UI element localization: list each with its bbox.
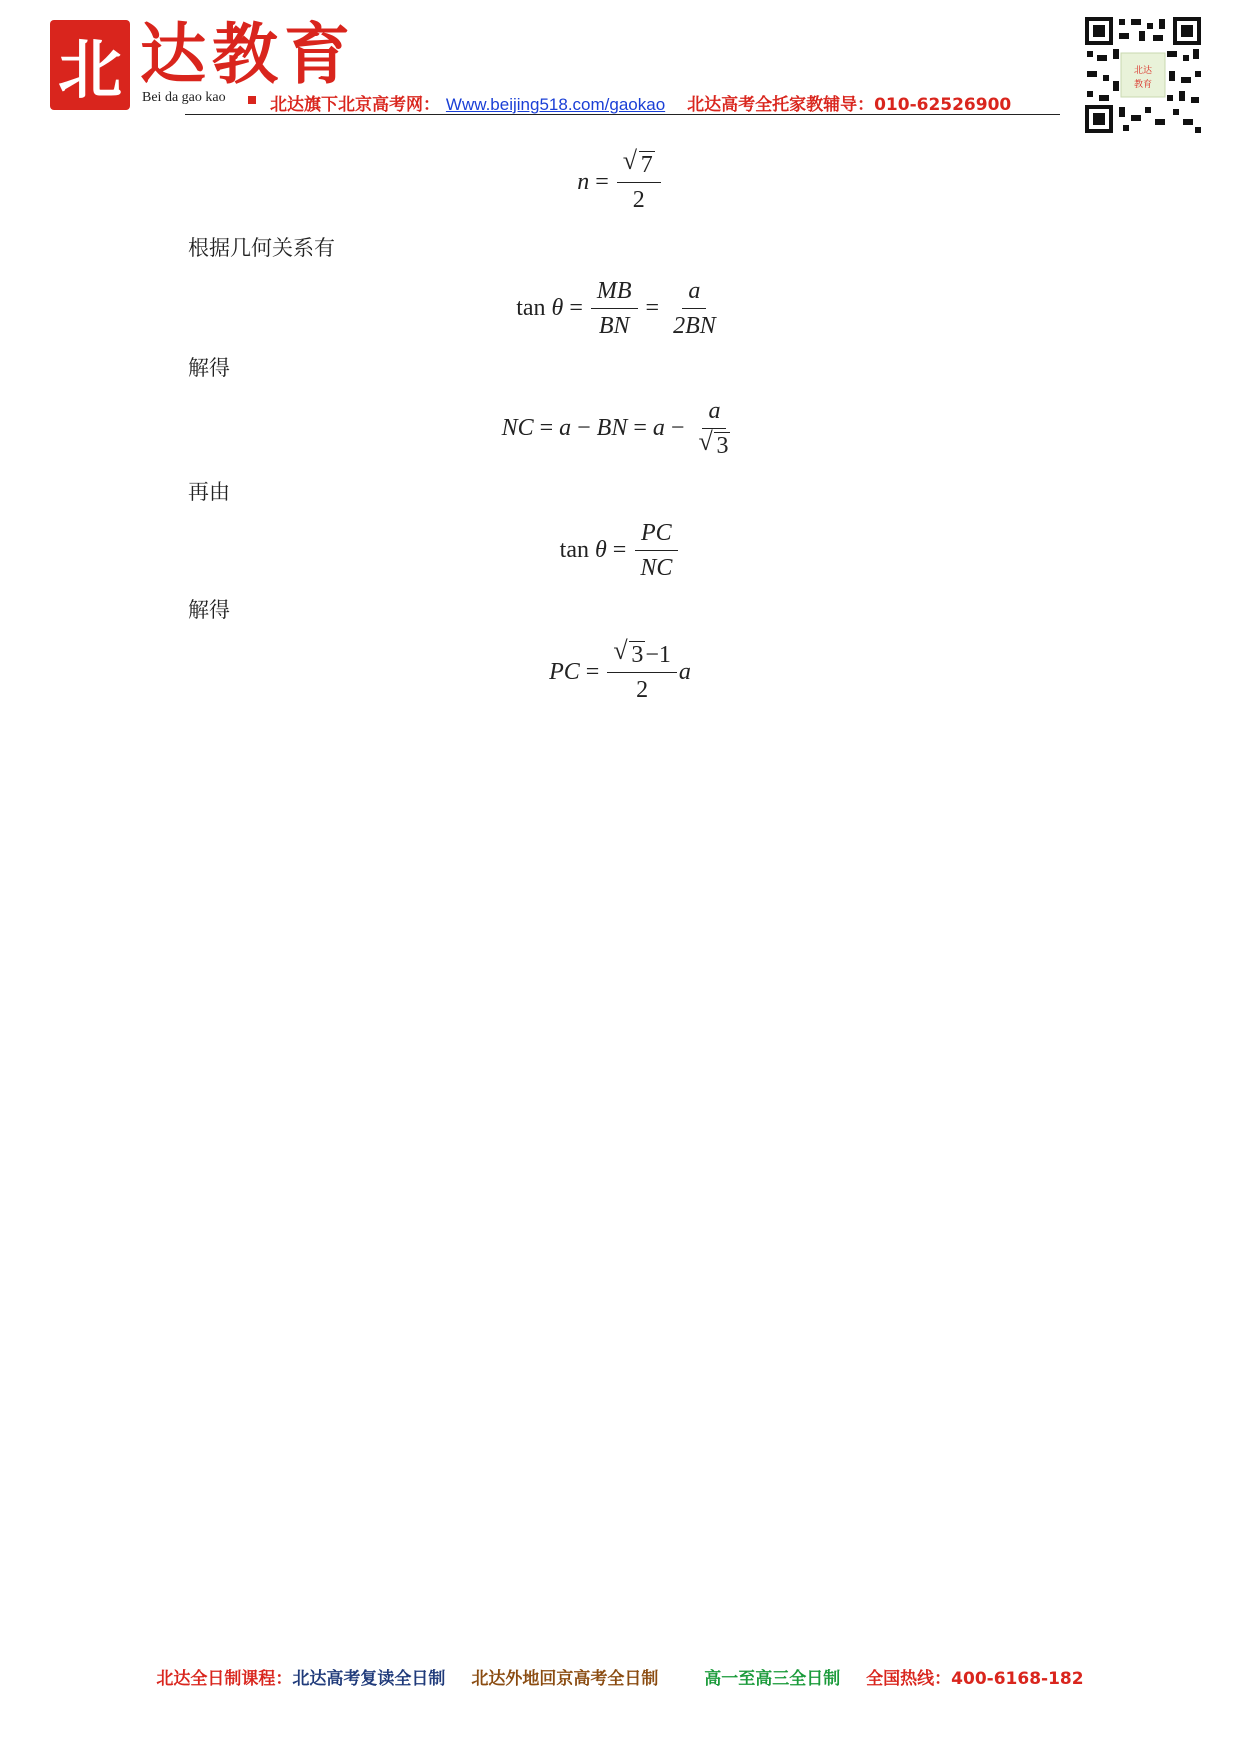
eq3-fraction: a √ 3 [698, 398, 729, 459]
eq1-lhs: n [577, 169, 590, 195]
header-divider [185, 114, 1060, 115]
eq5-lhs: PC [549, 659, 580, 685]
eq3-num: a [702, 396, 726, 429]
eq2-var: θ [551, 295, 564, 321]
eq5-fraction: √ 3−1 2 [607, 640, 677, 705]
svg-text:北达: 北达 [1133, 66, 1153, 76]
logo-mark [50, 20, 130, 110]
eq4-den: NC [640, 555, 673, 581]
eq1-den: 2 [632, 187, 645, 213]
footer [0, 1664, 1240, 1689]
text-geometry: 根据几何关系有 [188, 236, 335, 260]
eq5-suffix: a [678, 659, 691, 685]
eq2-den1: BN [598, 313, 630, 339]
logo-mark-char: 北 [58, 33, 122, 108]
eq4-var: θ [594, 537, 607, 563]
eq2-fraction-2 [667, 276, 722, 341]
svg-text:教育: 教育 [1133, 80, 1153, 90]
eq5-radicand: 3 [631, 642, 644, 668]
eq4-fraction [634, 518, 678, 583]
eq5-num-rest: −1 [645, 642, 671, 668]
eq1-fraction: √ 7 2 [617, 150, 661, 215]
equation-tan-mb: tan θ = $\frac{MB}{BN}$ = $\frac{a}{2BN}$ [0, 276, 1240, 341]
eq2-num2: a [682, 276, 706, 309]
text-solve-1: 解得 [188, 356, 230, 380]
eq2-fn: tan [516, 295, 546, 321]
eq3-radicand: 3 [716, 433, 729, 459]
eq2-num1: MB [591, 276, 638, 309]
footer-hotline: 全国热线：400-6168-182 [866, 1669, 1084, 1689]
eq3-t2: BN [596, 415, 628, 441]
eq2-fraction-1 [591, 276, 638, 341]
eq3-t1: a [559, 415, 572, 441]
eq2-den2: 2BN [673, 313, 716, 339]
logo-subtitle: Bei da gao kao [142, 90, 226, 105]
equation-nc: NC = a − BN = a − a √ 3 [0, 396, 1240, 461]
logo-bullet [248, 96, 256, 104]
equation-pc: PC = √ 3−1 2 a [549, 636, 691, 703]
text-solve-2: 解得 [188, 598, 230, 622]
eq3-lhs: NC [501, 415, 534, 441]
site-link[interactable]: Www.beijing518.com/gaokao [445, 95, 666, 114]
site-label: 北达旗下北京高考网： [270, 95, 440, 115]
eq4-fn: tan [559, 537, 589, 563]
header-info [270, 90, 1011, 115]
eq1-radicand: 7 [640, 152, 653, 178]
equation-tan-pc: tan θ = $\frac{PC}{NC}$ [0, 518, 1240, 583]
logo-text: 达教育 [140, 15, 356, 93]
footer-course-label: 北达全日制课程： [156, 1669, 293, 1689]
footer-item-grades: 高一至高三全日制 [704, 1669, 841, 1689]
eq3-t3: a [652, 415, 665, 441]
text-then: 再由 [188, 480, 230, 504]
eq5-den: 2 [636, 677, 649, 703]
equation-n: n = √ 7 2 [0, 150, 1240, 215]
footer-item-outside: 北达外地回京高考全日制 [471, 1669, 659, 1689]
eq4-num: PC [635, 518, 678, 551]
tutoring-label: 北达高考全托家教辅导：010-62526900 [687, 95, 1012, 115]
qr-code-icon [1083, 15, 1203, 135]
footer-item-repeat: 北达高考复读全日制 [292, 1669, 446, 1689]
